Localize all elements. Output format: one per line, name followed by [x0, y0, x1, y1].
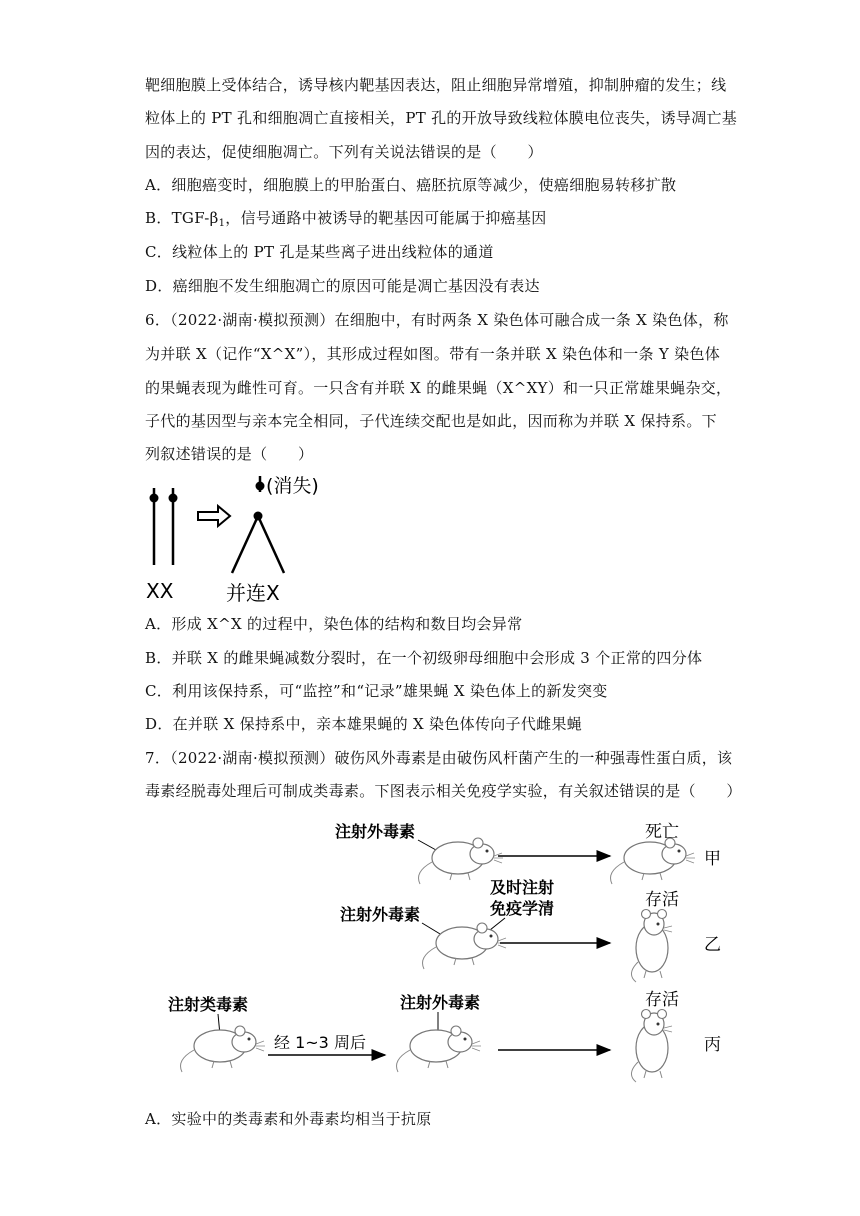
label-inject-exotoxin-c: 注射外毒素 — [400, 993, 481, 1012]
q5-text-line-3: 因的表达，促使细胞凋亡。下列有关说法错误的是（ ） — [145, 143, 543, 161]
immunology-experiment-diagram — [160, 810, 730, 1095]
q6-option-b: B．并联 X 的雌果蝇减数分裂时，在一个初级卵母细胞中会形成 3 个正常的四分体 — [145, 649, 703, 667]
label-disappear: (消失) — [266, 475, 319, 497]
mouse-a-dead — [611, 838, 696, 884]
q5-option-b — [145, 208, 547, 228]
label-inject-toxoid: 注射类毒素 — [168, 995, 249, 1014]
label-timely-1: 及时注射 — [490, 878, 555, 897]
q7-stem-line-1: 7．（2022·湖南·模拟预测）破伤风外毒素是由破伤风杆菌产生的一种强毒性蛋白质，该 — [145, 749, 733, 767]
attached-x-diagram — [140, 470, 340, 610]
q5-option-b-suffix: ，信号通路中被诱导的靶基因可能属于抑癌基因 — [225, 209, 547, 227]
q5-option-d: D．癌细胞不发生细胞凋亡的原因可能是凋亡基因没有表达 — [145, 277, 540, 295]
label-timely-2: 免疫学清 — [490, 899, 555, 918]
q6-stem-line-5: 列叙述错误的是（ ） — [145, 445, 314, 463]
centromere-1 — [150, 494, 159, 503]
lost-centromere — [256, 482, 265, 491]
label-after-weeks: 经 1~3 周后 — [274, 1033, 366, 1052]
q5-option-a: A．细胞癌变时，细胞膜上的甲胎蛋白、癌胚抗原等减少，使癌细胞易转移扩散 — [145, 176, 677, 194]
q6-stem-line-3: 的果蝇表现为雌性可育。一只含有并联 X 的雌果蝇（X^XY）和一只正常雄果蝇杂交， — [145, 379, 732, 397]
attached-arm-left — [232, 516, 258, 573]
label-group-a: 甲 — [704, 849, 721, 869]
q6-stem-line-2: 为并联 X（记作“X^X”），其形成过程如图。带有一条并联 X 染色体和一条 Y 染色体 — [145, 345, 721, 363]
label-survive-b: 存活 — [645, 890, 679, 910]
label-inject-exotoxin-a: 注射外毒素 — [335, 822, 416, 841]
label-group-b: 乙 — [704, 935, 721, 955]
q7-stem-line-2: 毒素经脱毒处理后可制成类毒素。下图表示相关免疫学实验，有关叙述错误的是（ ） — [145, 782, 742, 800]
mouse-b-alive — [631, 910, 672, 983]
q5-text-line-1: 靶细胞膜上受体结合，诱导核内靶基因表达，阻止细胞异常增殖，抑制肿瘤的发生；线 — [145, 76, 727, 94]
mouse-c1 — [181, 1026, 266, 1072]
mouse-b — [423, 923, 508, 969]
q5-text-line-2: 粒体上的 PT 孔和细胞凋亡直接相关，PT 孔的开放导致线粒体膜电位丧失，诱导凋亡基 — [145, 109, 738, 127]
mouse-c-alive — [631, 1010, 672, 1083]
label-attached-x: 并连X — [226, 581, 280, 605]
q7-option-a: A．实验中的类毒素和外毒素均相当于抗原 — [145, 1110, 432, 1128]
q5-option-b-subscript: 1 — [218, 218, 226, 229]
label-group-c: 丙 — [704, 1035, 721, 1055]
centromere-2 — [169, 494, 178, 503]
label-inject-exotoxin-b: 注射外毒素 — [340, 905, 421, 924]
label-xx: XX — [146, 579, 174, 603]
q6-option-d: D．在并联 X 保持系中，亲本雄果蝇的 X 染色体传向子代雌果蝇 — [145, 715, 583, 733]
q6-option-c: C．利用该保持系，可“监控”和“记录”雄果蝇 X 染色体上的新发突变 — [145, 682, 608, 700]
q6-option-a: A．形成 X^X 的过程中，染色体的结构和数目均会异常 — [145, 615, 523, 633]
transform-arrow-icon — [198, 506, 230, 526]
attached-arm-right — [258, 516, 284, 573]
mouse-c2 — [397, 1026, 482, 1072]
q6-stem-line-4: 子代的基因型与亲本完全相同，子代连续交配也是如此，因而称为并联 X 保持系。下 — [145, 412, 717, 430]
label-survive-c: 存活 — [645, 990, 679, 1010]
label-dead: 死亡 — [645, 822, 679, 842]
q5-option-b-prefix: B．TGF-β — [145, 209, 219, 227]
q5-option-c: C．线粒体上的 PT 孔是某些离子进出线粒体的通道 — [145, 243, 494, 261]
q6-stem-line-1: 6．（2022·湖南·模拟预测）在细胞中，有时两条 X 染色体可融合成一条 X 染色体，称 — [145, 311, 729, 329]
